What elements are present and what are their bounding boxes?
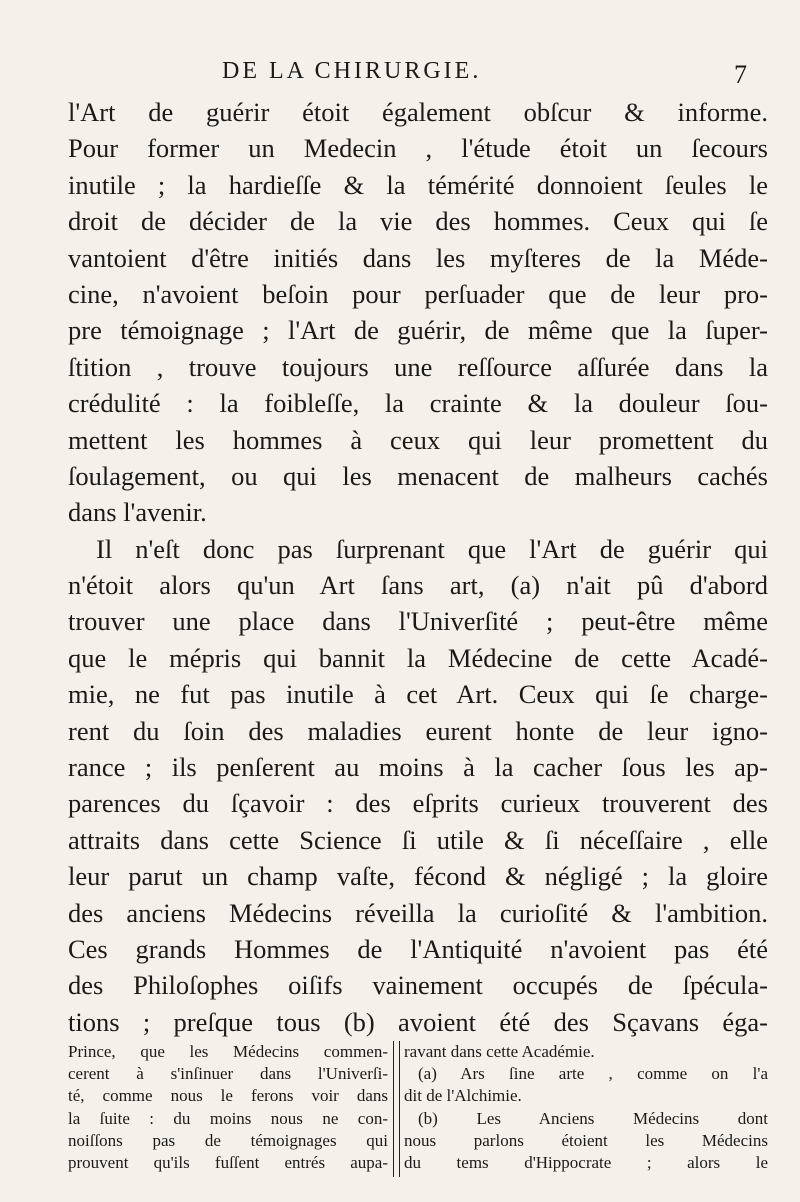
text-line: Ces grands Hommes de l'Antiquité n'avoient pas été bbox=[68, 933, 768, 964]
footnote-line: noiſſons pas de témoignages qui bbox=[68, 1130, 388, 1150]
footnote-column-right bbox=[404, 1041, 768, 1174]
text-line: parences du ſçavoir : des eſprits curieux trouverent des bbox=[68, 788, 768, 819]
page-number: 7 bbox=[734, 60, 747, 89]
main-text bbox=[68, 94, 768, 1040]
text-line: des anciens Médecins réveilla la curioſité & l'ambition. bbox=[68, 897, 768, 928]
text-line: pre témoignage ; l'Art de guérir, de même que la ſuper- bbox=[68, 315, 768, 346]
footnote-line: Prince, que les Médecins commen- bbox=[68, 1042, 388, 1061]
footnote-line: (b) Les Anciens Médecins dont bbox=[418, 1108, 768, 1128]
text-line: mie, ne fut pas inutile à cet Art. Ceux qui ſe charge- bbox=[68, 679, 768, 710]
footnote-line: (a) Ars ſine arte , comme on l'a bbox=[418, 1064, 768, 1084]
text-line: des Philoſophes oiſifs vainement occupés de ſpécula- bbox=[68, 970, 768, 1001]
text-line: ſoulagement, ou qui les menacent de malheurs cachés bbox=[68, 460, 768, 491]
text-line: attraits dans cette Science ſi utile & ſi néceſſaire , elle bbox=[68, 824, 768, 855]
text-line: n'étoit alors qu'un Art ſans art, (a) n'ait pû d'abord bbox=[68, 570, 768, 601]
footnotes bbox=[68, 1041, 768, 1181]
page-header bbox=[0, 54, 800, 94]
text-line: l'Art de guérir étoit également obſcur & informe. bbox=[68, 97, 768, 127]
footnote-line: té, comme nous le ferons voir dans bbox=[68, 1086, 388, 1106]
footnote-line: cerent à s'inſinuer dans l'Univerſi- bbox=[68, 1064, 388, 1084]
text-line: Il n'eſt donc pas ſurprenant que l'Art de guérir qui bbox=[96, 533, 768, 564]
footnote-line: du tems d'Hippocrate ; alors le bbox=[404, 1153, 768, 1173]
text-line: tions ; preſque tous (b) avoient été des Sçavans éga- bbox=[68, 1006, 768, 1037]
footnote-line: dit de l'Alchimie. bbox=[404, 1086, 522, 1106]
footnote-line: prouvent qu'ils fuſſent entrés aupa- bbox=[68, 1153, 388, 1173]
footnote-line: nous parlons étoient les Médecins bbox=[404, 1130, 768, 1150]
running-head: DE LA CHIRURGIE. bbox=[222, 58, 482, 84]
text-line: ſtition , trouve toujours une reſſource aſſurée dans la bbox=[68, 351, 768, 382]
text-line: trouver une place dans l'Univerſité ; peut-être même bbox=[68, 606, 768, 637]
text-line: rance ; ils penſerent au moins à la cacher ſous les ap- bbox=[68, 752, 768, 783]
text-line: crédulité : la foibleſſe, la crainte & la douleur ſou- bbox=[68, 388, 768, 419]
text-line: mettent les hommes à ceux qui leur promettent du bbox=[68, 424, 768, 455]
footnote-line: ravant dans cette Académie. bbox=[404, 1042, 595, 1061]
text-line: inutile ; la hardieſſe & la témérité donnoient ſeules le bbox=[68, 169, 768, 200]
text-line: que le mépris qui bannit la Médecine de cette Acadé- bbox=[68, 642, 768, 673]
text-line: rent du ſoin des maladies eurent honte de leur igno- bbox=[68, 715, 768, 746]
footnote-line: la ſuite : du moins nous ne con- bbox=[68, 1108, 388, 1128]
text-line: dans l'avenir. bbox=[68, 497, 207, 528]
text-line: leur parut un champ vaſte, fécond & négligé ; la gloire bbox=[68, 861, 768, 892]
footnote-column-left bbox=[68, 1041, 388, 1174]
text-line: cine, n'avoient beſoin pour perſuader que de leur pro- bbox=[68, 278, 768, 309]
text-line: vantoient d'être initiés dans les myſteres de la Méde- bbox=[68, 242, 768, 273]
text-line: Pour former un Medecin , l'étude étoit un ſecours bbox=[68, 133, 768, 164]
footnote-divider bbox=[393, 1041, 400, 1177]
text-line: droit de décider de la vie des hommes. Ceux qui ſe bbox=[68, 206, 768, 237]
